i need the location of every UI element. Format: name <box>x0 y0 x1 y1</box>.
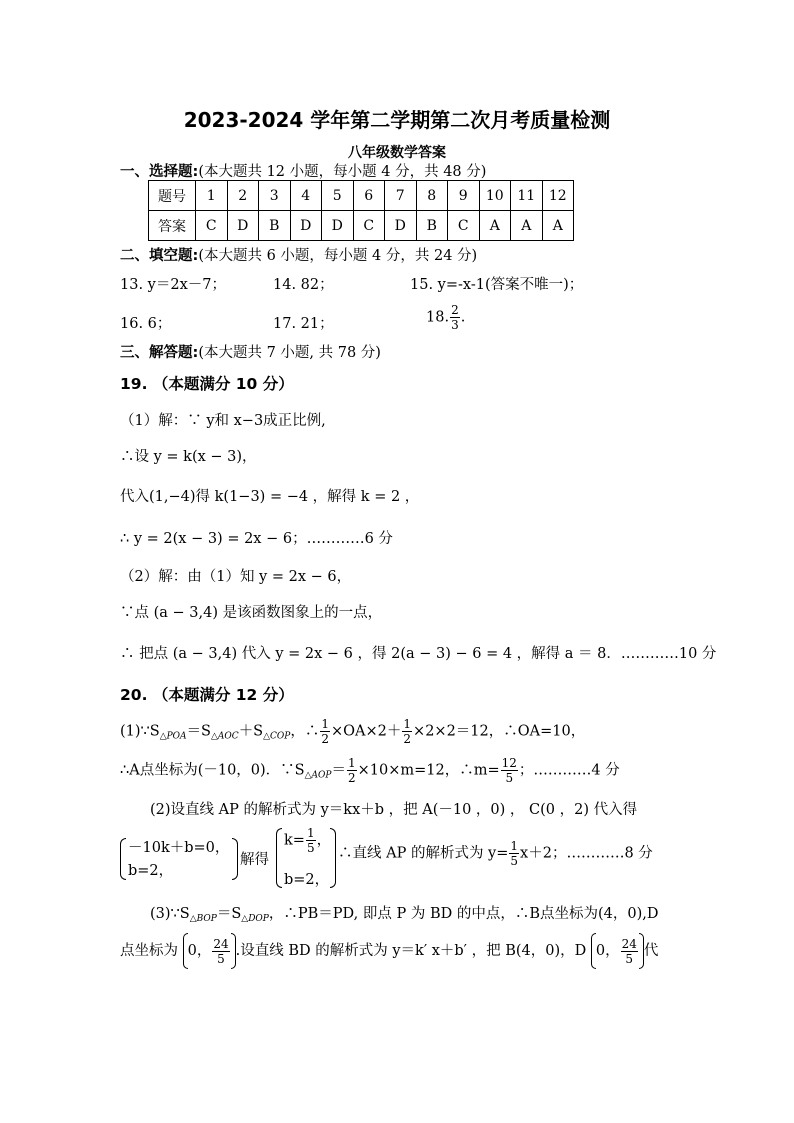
section-3-title: 三、解答题: <box>120 345 199 361</box>
subscript: △COP <box>263 731 291 742</box>
section-2-title: 二、填空题: <box>120 248 199 264</box>
page-title: 2023-2024 学年第二学期第二次月考质量检测 <box>183 108 611 132</box>
text-run: ×2×2＝12，∴OA=10， <box>413 723 586 740</box>
text-run: k= <box>284 832 305 849</box>
text-run: (1)∵S <box>120 723 160 740</box>
fraction-denominator: 2 <box>347 771 356 785</box>
text-run: ，∴PB＝PD, 即点 P 为 BD 的中点，∴B点坐标为(4，0),D <box>268 906 659 922</box>
table-cell: 8 <box>416 181 448 211</box>
table-cell: 7 <box>385 181 417 211</box>
text-run: 0， <box>187 943 212 959</box>
fraction <box>402 718 412 745</box>
fraction-numerator: 24 <box>621 936 637 951</box>
q20-line-6 <box>120 933 658 969</box>
table-cell: 9 <box>448 181 480 211</box>
table-row-question-numbers <box>149 181 574 211</box>
table-cell: 6 <box>353 181 385 211</box>
answer-16: 16. 6； <box>120 316 172 332</box>
table-row-answers <box>149 211 574 241</box>
q20-line-2 <box>120 757 620 784</box>
subscript: △DOP <box>241 914 269 924</box>
table-cell: 2 <box>227 181 259 211</box>
text-run: 代 <box>643 943 659 959</box>
q19-line-1: （1）解：∵ y和 x−3成正比例, <box>120 413 326 429</box>
fraction-denominator: 3 <box>451 318 459 332</box>
table-header-cell: 答案 <box>149 211 196 241</box>
q20-line-1 <box>120 718 585 745</box>
section-1-note: (本大题共 12 小题，每小题 4 分，共 48 分) <box>198 164 487 180</box>
fraction-denominator: 5 <box>217 951 225 966</box>
fraction-numerator: 1 <box>347 756 356 770</box>
text-run: ＝ <box>331 762 346 779</box>
table-cell: C <box>353 211 385 241</box>
system-1-row-1: －10k＋b=0， <box>128 840 230 856</box>
table-cell: A <box>542 211 574 241</box>
fraction-numerator: 1 <box>321 717 330 731</box>
table-cell: 4 <box>290 181 322 211</box>
fraction-numerator: 1 <box>306 826 315 840</box>
fraction-denominator: 5 <box>505 771 514 785</box>
table-cell: D <box>322 211 354 241</box>
section-3-note: (本大题共 7 小题, 共 78 分) <box>198 345 381 361</box>
table-cell: C <box>448 211 480 241</box>
text-run: 0， <box>595 943 620 959</box>
fraction <box>509 840 519 867</box>
q19-line-7: ∴ 把点 (a − 3,4) 代入 y = 2x − 6 ，得 2(a − 3) − 6 = 4 ，解得 a ＝ 8．…………10 分 <box>120 646 717 662</box>
q19-line-4: ∴ y = 2(x − 3) = 2x − 6；…………6 分 <box>120 531 393 547</box>
fraction-denominator: 5 <box>625 951 634 966</box>
table-cell: B <box>416 211 448 241</box>
q20-line-4 <box>338 840 653 867</box>
fraction-numerator: 1 <box>403 717 412 731</box>
answer-18-prefix: 18. <box>426 309 450 326</box>
q19-line-2: ∴设 y = k(x − 3)， <box>120 449 257 465</box>
table-cell: 5 <box>322 181 354 211</box>
solve-label: 解得 <box>240 852 269 868</box>
table-header-cell: 题号 <box>149 181 196 211</box>
system-2-row-1 <box>284 827 331 854</box>
section-2-note: (本大题共 6 小题，每小题 4 分，共 24 分) <box>198 248 478 264</box>
section-3-heading <box>120 341 381 362</box>
subscript: △POA <box>159 731 187 742</box>
text-run: 点坐标为 <box>120 943 178 959</box>
table-cell: 3 <box>259 181 291 211</box>
q19-line-3: 代入(1,−4)得 k(1−3) = −4 ，解得 k = 2 ， <box>120 489 420 505</box>
table-cell: D <box>290 211 322 241</box>
q19-line-6: ∵点 (a − 3,4) 是该函数图象上的一点， <box>120 605 383 621</box>
answer-17: 17. 21； <box>273 316 334 332</box>
fraction <box>450 304 460 331</box>
text-run: .设直线 BD 的解析式为 y＝k′ x＋b′ ，把 B(4，0)，D <box>235 943 587 959</box>
section-1-title: 一、选择题: <box>120 164 199 180</box>
fraction <box>212 938 229 965</box>
table-cell: D <box>385 211 417 241</box>
table-cell: B <box>259 211 291 241</box>
subscript: △BOP <box>189 914 217 924</box>
fraction-denominator: 5 <box>510 854 519 868</box>
fraction <box>621 938 638 965</box>
table-cell: D <box>227 211 259 241</box>
text-run: ×10×m=12，∴m= <box>357 762 500 779</box>
q20-line-3: (2)设直线 AP 的解析式为 y＝kx＋b ，把 A(－10 ，0) ， C(0 ，2) 代入得 <box>150 802 638 818</box>
table-cell: 12 <box>542 181 574 211</box>
answer-18-suffix: . <box>460 309 466 326</box>
left-brace <box>276 828 282 888</box>
text-run: ，∴ <box>290 723 320 740</box>
fraction-denominator: 5 <box>306 841 315 855</box>
text-run: ＝S <box>186 723 211 740</box>
fraction-denominator: 2 <box>403 732 412 746</box>
fraction-numerator: 12 <box>501 756 517 770</box>
q19-line-5: （2）解：由（1）知 y = 2x − 6， <box>120 569 352 585</box>
fraction <box>347 757 357 784</box>
text-run: (3)∵S <box>150 906 190 922</box>
answer-14: 14. 82； <box>273 277 334 293</box>
question-19-heading: 19. （本题满分 10 分） <box>120 375 294 393</box>
section-2-heading <box>120 244 477 265</box>
table-cell: 10 <box>479 181 511 211</box>
right-brace <box>330 828 336 888</box>
text-run: ， <box>316 832 332 849</box>
fraction <box>501 757 518 784</box>
text-run: ＝S <box>216 906 242 922</box>
table-cell: C <box>196 211 228 241</box>
text-run: x＋2；…………8 分 <box>520 845 653 862</box>
subscript: △AOP <box>304 770 332 781</box>
answer-13: 13. y＝2x－7； <box>120 277 226 293</box>
fraction-denominator: 2 <box>321 732 330 746</box>
answer-18 <box>426 304 465 331</box>
q20-line-5 <box>150 902 658 924</box>
text-run: ∴直线 AP 的解析式为 y= <box>338 845 509 862</box>
table-cell: A <box>479 211 511 241</box>
table-cell: 1 <box>196 181 228 211</box>
page-subtitle: 八年级数学答案 <box>348 145 446 161</box>
fraction <box>306 827 316 854</box>
fraction-numerator: 24 <box>213 936 229 951</box>
question-20-heading: 20. （本题满分 12 分） <box>120 686 294 704</box>
fraction-numerator: 1 <box>510 839 519 853</box>
text-run: ；…………4 分 <box>518 762 620 779</box>
subscript: △AOC <box>211 731 239 742</box>
answer-table <box>148 180 574 241</box>
answer-15: 15. y=-x-1(答案不唯一)； <box>410 277 584 293</box>
fraction-numerator: 2 <box>451 303 459 317</box>
text-run: ＋S <box>238 723 264 740</box>
section-1-heading <box>120 160 486 181</box>
system-2-row-2: b=2， <box>284 872 330 888</box>
fraction <box>320 718 330 745</box>
table-cell: A <box>511 211 543 241</box>
left-brace <box>120 838 126 880</box>
table-cell: 11 <box>511 181 543 211</box>
text-run: ×OA×2＋ <box>331 723 402 740</box>
right-brace <box>232 838 238 880</box>
system-1-row-2: b=2， <box>128 863 174 879</box>
text-run: ∴A点坐标为(－10，0)．∵S <box>120 762 305 779</box>
